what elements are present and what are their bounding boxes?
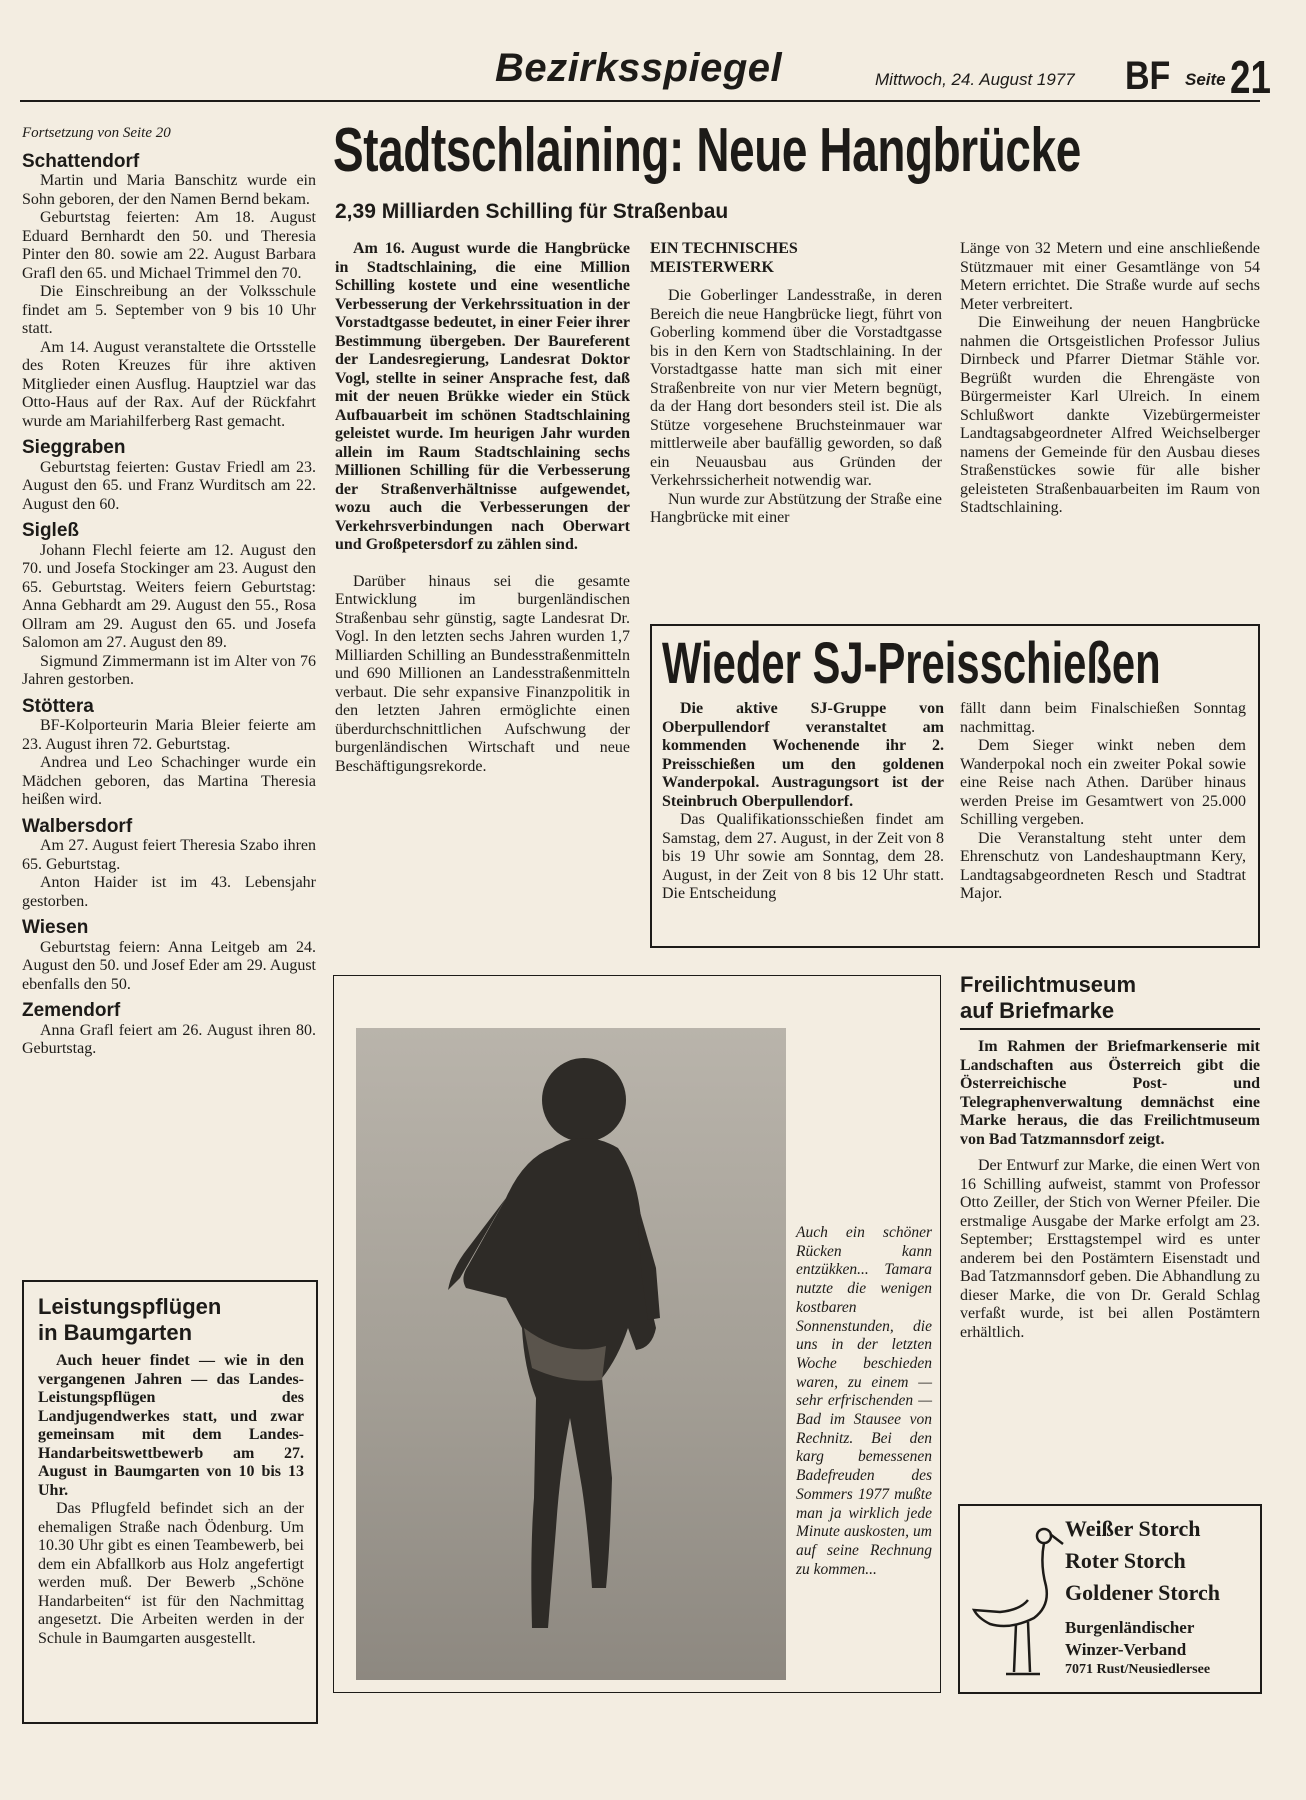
sj-paragraph: Die Veranstaltung steht unter dem Ehrenschutz von Landeshauptmann Kery, Landtagsabgeordneten Resch und Stadtrat Major. [960, 829, 1246, 902]
masthead [20, 38, 1271, 103]
sj-col1 [662, 700, 944, 904]
sj-paragraph: Das Qualifikationsschießen findet am Samstag, dem 27. August, in der Zeit von 8 bis 19 Uhr sowie am Sonntag, dem 28. August, in der Zeit von 8 bis 12 Uhr statt. Die Entscheidung [662, 811, 944, 902]
ad-line: Roter Storch [1065, 1548, 1186, 1573]
box-lead: Auch heuer findet — wie in den vergangenen Jahren — das Landes-Leistungspflügen des Landjugendwerkes statt, und zwar gemeinsam mit dem Landes-Handarbeitswettbewerb am 27. August in Baumgarten von 10 bis 13 Uhr. [38, 1352, 304, 1499]
district-title: Zemendorf [22, 1000, 121, 1021]
district-paragraph: Am 14. August veranstaltete die Ortsstelle des Roten Kreuzes für ihre aktiven Mitglieder einen Ausflug. Hauptziel war das Otto-Haus auf der Rax. Auf der Rückfahrt wurde am Mariahilferberg Rast gemacht. [22, 338, 316, 430]
sj-paragraph: fällt dann beim Finalschießen Sonntag nachmittag. [960, 700, 1246, 736]
issue-date: Mittwoch, 24. August 1977 [875, 70, 1075, 89]
district-paragraph: Johann Flechl feierte am 12. August den 70. und Josefa Stockinger am 23. August den 65. Geburtstag. Weiters feiern Geburtstag: Anna Gebhardt am 29. August den 55., Rosa Ollram am 29. August den 65. und Josefa Salomon am 27. August den 89. [22, 541, 316, 651]
main-paragraph: Die Goberlinger Landesstraße, in deren Bereich die neue Hangbrücke liegt, führt von Goberling kommend über die Vorstadtgasse bis in den Kern von Stadtschlaining. In der Vorstadtgasse hatte man sich mit einer Straßenbreite von nur vier Metern begnügt, da der Hang dort besonders steil ist. Die als Stütze vorgesehene Bruchsteinmauer war mittlerweile aber baufällig geworden, so daß ein Neuausbau aus Gründen der Verkehrssicherheit notwendig war. [650, 287, 942, 489]
main-paragraph: Nun wurde zur Abstützung der Straße eine Hangbrücke mit einer [650, 490, 942, 526]
photo-frame [333, 975, 941, 1693]
district-title: Walbersdorf [22, 815, 133, 837]
sj-paragraph: Dem Sieger winkt neben dem Wanderpokal noch ein zweiter Pokal sowie eine Reise nach Athen. Darüber hinaus werden Preise im Gesamtwert von 25.000 Schilling vergeben. [960, 737, 1246, 828]
museum-article [960, 972, 1260, 1342]
district-title: Sieggraben [22, 437, 126, 458]
leistungspfluegen-box [22, 1280, 318, 1724]
ad-line: Goldener Storch [1065, 1580, 1221, 1605]
photo-caption: Auch ein schöner Rücken kann entzükken... Tamara nutzte die wenigen kostbaren Sonnenstunden, die uns in der letzten Woche beschieden waren, zu einem — sehr erfrischenden — Bad im Stausee von Rechnitz. Bei den karg bemessenen Badefreuden des Sommers 1977 mußte man ja wirklich jede Minute auskosten, um auf seine Rechnung zu kommen... [796, 1224, 932, 1578]
museum-title: Freilichtmuseum [960, 972, 1137, 997]
main-article-col2 [650, 240, 942, 528]
district-paragraph: Geburtstag feiern: Anna Leitgeb am 24. August den 50. und Josef Eder am 29. August ebenfalls den 50. [22, 938, 316, 993]
district-title: Stöttera [22, 695, 94, 717]
box-body: Das Pflugfeld befindet sich an der ehemaligen Straße nach Ödenburg. Um 10.30 Uhr gibt es einen Teambewerb, bei dem ein Abfallkorb aus Holz angefertigt werden muß. Der Bewerb „Schöne Handarbeiten“ ist für den Nachmittag angesetzt. Die Arbeiten werden in der Schule in Baumgarten ausgestellt. [38, 1500, 304, 1647]
district-paragraph: Sigmund Zimmermann ist im Alter von 76 Jahren gestorben. [22, 652, 316, 688]
main-paragraph: Darüber hinaus sei die gesamte Entwicklung im burgenländischen Straßenbau sehr günstig, sagte Landesrat Dr. Vogl. In den letzten sechs Jahren wurden 1,7 Milliarden Schilling an Bundesstraßenmitteln und 690 Millionen an Landesstraßenmitteln verbaut. Die sehr expansive Finanzpolitik in den letzten Jahren ermöglichte einen überdurchschnittlichen Aufschwung der burgenländischen Wirtschaft und neue Beschäftigungsrekorde. [335, 572, 630, 775]
district-title: Wiesen [22, 917, 89, 938]
district-title: Sigleß [22, 520, 80, 541]
page-number: 21 [1230, 51, 1271, 103]
ad-line: 7071 Rust/Neusiedlersee [1065, 1662, 1211, 1677]
main-headline: Stadtschlaining: Neue Hangbrücke [333, 116, 1081, 185]
museum-title: auf Briefmarke [960, 998, 1115, 1023]
subsection-title: MEISTERWERK [650, 258, 774, 276]
main-article-col1 [335, 240, 630, 776]
museum-body: Der Entwurf zur Marke, die einen Wert von 16 Schilling aufweist, stammt von Professor Otto Zeiller, der Stich von Werner Pfeiler. Die erstmalige Ausgabe der Marke erfolgt am 23. September; Ersttagstempel wird es unter anderem bei den Postämtern Eisenstadt und Bad Tatzmannsdorf geben. Die Abhandlung zu dieser Marke, die von Dr. Gerald Schlag verfaßt wurde, ist bei allen Postämtern erhältlich. [960, 1157, 1260, 1341]
continued-note: Fortsetzung von Seite 20 [22, 125, 171, 141]
main-subhead: 2,39 Milliarden Schilling für Straßenbau [335, 200, 729, 223]
main-paragraph: Die Einweihung der neuen Hangbrücke nahmen die Ortsgeistlichen Professor Julius Dirnbeck und Pfarrer Dietmar Stähle vor. Begrüßt wurden die Ehrengäste von Bürgermeister Karl Ulreich. In einem Schlußwort dankte Vizebürgermeister Landtagsabgeordneter Alfred Weichselberger namens der Gemeinde für den Ausbau dieses Straßenstückes sowie für alle bisher geleisteten Straßenbauarbeiten im Raum von Stadtschlaining. [960, 314, 1260, 516]
district-paragraph: Martin und Maria Banschitz wurde ein Sohn geboren, der den Namen Bernd bekam. [22, 172, 316, 208]
district-title: Schattendorf [22, 150, 140, 172]
ad-line: Weißer Storch [1065, 1516, 1201, 1541]
district-paragraph: Die Einschreibung an der Volksschule findet am 5. September von 9 bis 10 Uhr statt. [22, 283, 316, 337]
main-paragraph: Länge von 32 Metern und eine anschließende Stützmauer mit einer Gesamtlänge von 54 Metern errichtet. Die Straße wurde auf sechs Meter verbreitert. [960, 240, 1260, 313]
leistungspfluegen-content [38, 1294, 304, 1648]
district-paragraph: Geburtstag feierten: Am 18. August Eduard Bernhardt den 50. und Theresia Pinter den 80. sowie am 22. August Barbara Grafl den 65. und Michael Trimmel den 70. [22, 209, 316, 282]
district-news-column [22, 124, 316, 1059]
sj-headline: Wieder SJ-Preisschießen [662, 631, 1161, 696]
stork-icon [970, 1524, 1065, 1679]
district-paragraph: Anton Haider ist im 43. Lebensjahr gestorben. [22, 874, 316, 910]
museum-lead: Im Rahmen der Briefmarkenserie mit Landschaften aus Österreich gibt die Österreichische Post- und Telegraphenverwaltung demnächst eine Marke heraus, die das Freilichtmuseum von Bad Tatzmannsdorf zeigt. [960, 1038, 1260, 1148]
box-title: in Baumgarten [38, 1320, 193, 1345]
beach-photo [356, 1028, 786, 1680]
sj-col2 [960, 700, 1246, 904]
district-paragraph: Am 27. August feiert Theresia Szabo ihren 65. Geburtstag. [22, 837, 316, 873]
ad-line: Winzer-Verband [1065, 1640, 1187, 1659]
museum-title-rule [960, 1028, 1260, 1030]
paper-logo: BF [1125, 54, 1171, 98]
sj-lead: Die aktive SJ-Gruppe von Oberpullendorf veranstaltet am kommenden Wochenende ihr 2. Preisschießen um den goldenen Wanderpokal. Austragungsort ist der Steinbruch Oberpullendorf. [662, 700, 944, 810]
district-paragraph: Andrea und Leo Schachinger wurde ein Mädchen geboren, das Martina Theresia heißen wird. [22, 754, 316, 808]
district-paragraph: BF-Kolporteurin Maria Bleier feierte am 23. August ihren 72. Geburtstag. [22, 717, 316, 753]
district-paragraph: Anna Grafl feiert am 26. August ihren 80. Geburtstag. [22, 1021, 316, 1057]
section-name: Bezirksspiegel [495, 46, 783, 90]
ad-line: Burgenländischer [1065, 1618, 1195, 1637]
district-paragraph: Geburtstag feierten: Gustav Friedl am 23. August den 65. und Franz Wurditsch am 22. August den 60. [22, 458, 316, 513]
winzer-verband-ad [958, 1504, 1262, 1694]
main-article-col3 [960, 240, 1260, 518]
main-lead: Am 16. August wurde die Hangbrücke in Stadtschlaining, die eine Million Schilling kostete und eine wesentliche Verbesserung der Verkehrssituation in der Vorstadtgasse bedeutet, in einer Feier ihrer Bestimmung übergeben. Der Baureferent der Landesregierung, Landesrat Doktor Vogl, stellte in seiner Ansprache fest, daß mit der neuen Brükke wieder ein Stück Aufbauarbeit im schönen Stadtschlaining geleistet wurde. Im heurigen Jahr wurden allein im Raum Stadtschlaining sechs Millionen Schilling für die Verbesserung der Straßenverhältnisse aufgewendet, wozu auch die Verbesserungen der Verkehrsverbindungen nach Oberwart und Großpetersdorf zu zählen sind. [335, 240, 630, 553]
box-title: Leistungspflügen [38, 1294, 222, 1319]
page-label: Seite [1185, 70, 1226, 89]
subsection-title: EIN TECHNISCHES [650, 240, 798, 257]
